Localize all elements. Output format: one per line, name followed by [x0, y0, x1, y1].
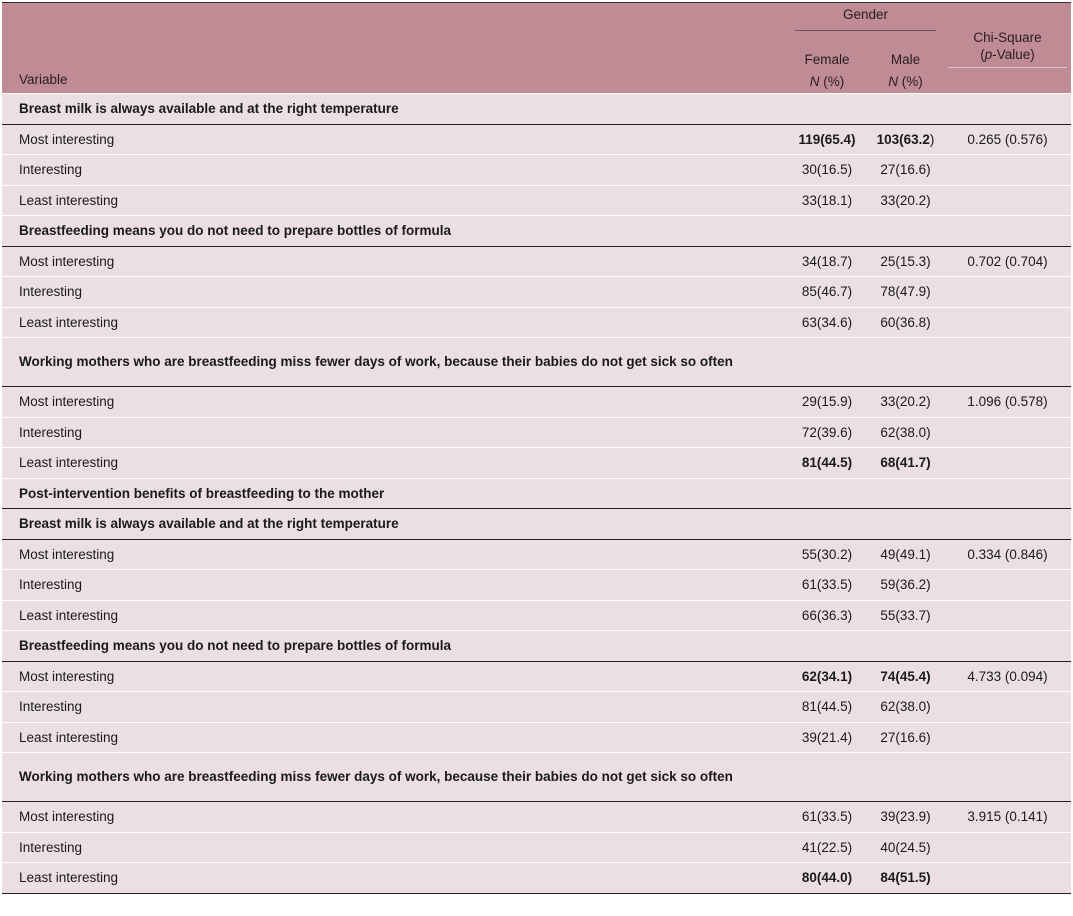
- section-title: Working mothers who are breastfeeding miss fewer days of work, because their babies do not get sick so often: [2, 338, 1071, 387]
- table-row: [2, 448, 1071, 479]
- row-label: Interesting: [2, 417, 787, 448]
- header-variable: Variable: [2, 3, 787, 94]
- table-row: [2, 722, 1071, 753]
- female-value: 29(15.9): [787, 387, 867, 418]
- header-gender: [787, 3, 944, 36]
- table-row: [2, 802, 1071, 833]
- header-female-n: N: [809, 74, 820, 89]
- row-label: Most interesting: [2, 661, 787, 692]
- table-row: [2, 600, 1071, 631]
- chi-square-value: [944, 832, 1071, 863]
- section-title: Post-intervention benefits of breastfeeding to the mother: [2, 478, 1071, 509]
- row-label: Most interesting: [2, 539, 787, 570]
- table-row: [2, 863, 1071, 894]
- row-label: Least interesting: [2, 600, 787, 631]
- header-chi-open: (: [980, 46, 985, 62]
- male-cell: [867, 277, 944, 308]
- section-title: Breast milk is always available and at the right temperature: [2, 94, 1071, 125]
- male-cell: [867, 539, 944, 570]
- male-value: 25(15.3): [880, 253, 931, 269]
- section-row: [2, 94, 1071, 125]
- male-value: 59(36.2): [880, 577, 931, 593]
- male-cell: [867, 155, 944, 186]
- header-female-pct: (%): [819, 74, 845, 89]
- male-value: 62(38.0): [880, 424, 931, 440]
- male-cell: [867, 448, 944, 479]
- table-header: [2, 3, 1071, 94]
- table-row: [2, 387, 1071, 418]
- table-row: [2, 307, 1071, 338]
- male-value: 33(20.2): [880, 394, 931, 410]
- male-value: 68(41.7): [880, 455, 931, 471]
- section-title: Breastfeeding means you do not need to prepare bottles of formula: [2, 216, 1071, 247]
- male-cell: [867, 417, 944, 448]
- female-value: 80(44.0): [787, 863, 867, 894]
- male-cell: [867, 863, 944, 894]
- row-label: Interesting: [2, 277, 787, 308]
- row-label: Most interesting: [2, 124, 787, 155]
- section-title: Working mothers who are breastfeeding miss fewer days of work, because their babies do not get sick so often: [2, 753, 1071, 802]
- table-row: [2, 832, 1071, 863]
- male-cell: [867, 185, 944, 216]
- male-cell: [867, 124, 944, 155]
- male-cell: [867, 246, 944, 277]
- male-cell: [867, 832, 944, 863]
- section-row: [2, 631, 1071, 662]
- female-value: 119(65.4): [787, 124, 867, 155]
- section-row: [2, 478, 1071, 509]
- female-value: 85(46.7): [787, 277, 867, 308]
- male-value: 103(63.2: [876, 131, 930, 147]
- chi-square-value: 0.334 (0.846): [944, 539, 1071, 570]
- header-chi-line1: Chi-Square: [973, 29, 1042, 45]
- chi-square-value: [944, 155, 1071, 186]
- female-value: 66(36.3): [787, 600, 867, 631]
- male-value-tail: ): [929, 131, 935, 147]
- chi-square-value: 0.702 (0.704): [944, 246, 1071, 277]
- header-female-label: Female: [804, 52, 850, 67]
- chi-square-value: [944, 448, 1071, 479]
- male-value: 78(47.9): [880, 284, 931, 300]
- male-value: 27(16.6): [880, 162, 931, 178]
- table-row: [2, 570, 1071, 601]
- header-male: [867, 35, 944, 94]
- table-row: [2, 155, 1071, 186]
- row-label: Least interesting: [2, 307, 787, 338]
- table-row: [2, 185, 1071, 216]
- female-value: 63(34.6): [787, 307, 867, 338]
- male-value: 84(51.5): [880, 870, 931, 886]
- header-male-label: Male: [890, 52, 921, 67]
- chi-square-value: 0.265 (0.576): [944, 124, 1071, 155]
- table-row: [2, 124, 1071, 155]
- table-body: [2, 94, 1071, 894]
- male-value: 27(16.6): [880, 729, 931, 745]
- row-label: Interesting: [2, 570, 787, 601]
- section-row: [2, 216, 1071, 247]
- row-label: Most interesting: [2, 246, 787, 277]
- female-value: 33(18.1): [787, 185, 867, 216]
- chi-square-value: [944, 185, 1071, 216]
- header-chi-label: [948, 29, 1067, 68]
- female-value: 62(34.1): [787, 661, 867, 692]
- female-value: 61(33.5): [787, 570, 867, 601]
- row-label: Least interesting: [2, 185, 787, 216]
- female-value: 81(44.5): [787, 692, 867, 723]
- chi-square-value: 3.915 (0.141): [944, 802, 1071, 833]
- male-value: 62(38.0): [880, 699, 931, 715]
- section-row: [2, 753, 1071, 802]
- male-value: 39(23.9): [880, 809, 931, 825]
- row-label: Least interesting: [2, 722, 787, 753]
- header-chi-p: p: [984, 46, 993, 62]
- male-cell: [867, 600, 944, 631]
- chi-square-value: [944, 307, 1071, 338]
- header-male-n: N: [888, 74, 898, 89]
- male-value: 40(24.5): [880, 839, 931, 855]
- female-value: 81(44.5): [787, 448, 867, 479]
- row-label: Interesting: [2, 692, 787, 723]
- female-value: 61(33.5): [787, 802, 867, 833]
- row-label: Most interesting: [2, 802, 787, 833]
- female-value: 39(21.4): [787, 722, 867, 753]
- table-row: [2, 692, 1071, 723]
- section-title: Breastfeeding means you do not need to prepare bottles of formula: [2, 631, 1071, 662]
- table-row: [2, 539, 1071, 570]
- male-cell: [867, 307, 944, 338]
- female-value: 34(18.7): [787, 246, 867, 277]
- female-value: 41(22.5): [787, 832, 867, 863]
- section-row: [2, 509, 1071, 540]
- results-table: [2, 2, 1071, 894]
- male-cell: [867, 661, 944, 692]
- section-row: [2, 338, 1071, 387]
- table-row: [2, 417, 1071, 448]
- chi-square-value: [944, 277, 1071, 308]
- row-label: Interesting: [2, 832, 787, 863]
- chi-square-value: [944, 722, 1071, 753]
- header-male-pct: (%): [898, 74, 923, 89]
- section-title: Breast milk is always available and at the right temperature: [2, 509, 1071, 540]
- male-cell: [867, 570, 944, 601]
- row-label: Least interesting: [2, 863, 787, 894]
- row-label: Interesting: [2, 155, 787, 186]
- male-value: 55(33.7): [880, 607, 931, 623]
- chi-square-value: [944, 570, 1071, 601]
- male-value: 49(49.1): [880, 546, 931, 562]
- chi-square-value: [944, 692, 1071, 723]
- row-label: Least interesting: [2, 448, 787, 479]
- male-value: 33(20.2): [880, 192, 931, 208]
- chi-square-value: 4.733 (0.094): [944, 661, 1071, 692]
- chi-square-value: [944, 863, 1071, 894]
- male-cell: [867, 387, 944, 418]
- chi-square-value: 1.096 (0.578): [944, 387, 1071, 418]
- header-chi-line2: -Value): [992, 46, 1035, 62]
- header-gender-label: Gender: [795, 7, 936, 31]
- header-female: [787, 35, 867, 94]
- female-value: 72(39.6): [787, 417, 867, 448]
- male-value: 60(36.8): [880, 314, 931, 330]
- male-cell: [867, 722, 944, 753]
- chi-square-value: [944, 600, 1071, 631]
- table-row: [2, 246, 1071, 277]
- male-cell: [867, 802, 944, 833]
- row-label: Most interesting: [2, 387, 787, 418]
- male-cell: [867, 692, 944, 723]
- header-chi-square: [944, 3, 1071, 94]
- table-row: [2, 661, 1071, 692]
- female-value: 55(30.2): [787, 539, 867, 570]
- table-row: [2, 277, 1071, 308]
- male-value: 74(45.4): [880, 668, 931, 684]
- chi-square-value: [944, 417, 1071, 448]
- female-value: 30(16.5): [787, 155, 867, 186]
